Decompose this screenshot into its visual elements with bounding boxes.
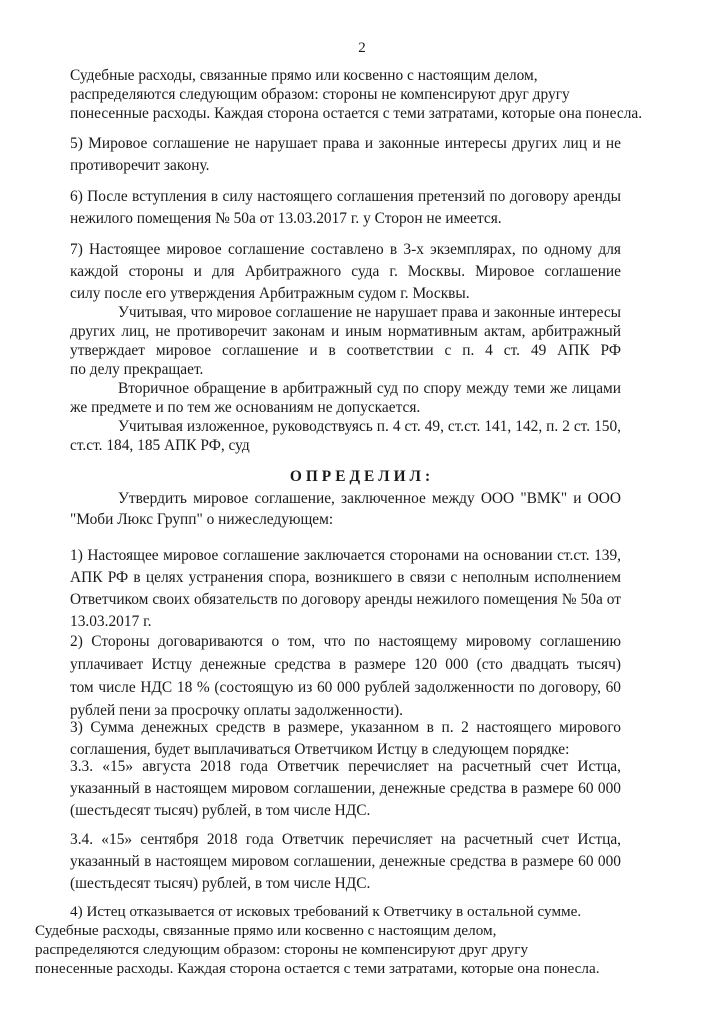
repeat-appeal-line: же предмете и по тем же основаниям не допускается. bbox=[70, 399, 421, 416]
considering-line: других лиц, не противоречит законам и иным нормативным актам, арбитражный bbox=[70, 323, 621, 340]
approve-line: "Моби Люкс Групп" о нижеследующем: bbox=[70, 511, 334, 528]
costs-line: понесенные расходы. Каждая сторона остается с теми затратами, которые она понесла. bbox=[70, 105, 643, 122]
approve-line: Утвердить мировое соглашение, заключенное между ООО "ВМК" и ООО bbox=[118, 490, 621, 507]
item-2-line: 2) Стороны договариваются о том, что по настоящему мировому соглашению bbox=[70, 633, 621, 650]
guided-line: Учитывая изложенное, руководствуясь п. 4 ст. 49, ст.ст. 141, 142, п. 2 ст. 150, bbox=[118, 418, 621, 435]
item-1-line: Ответчиком своих обязательств по договору аренды нежилого помещения № 50а от bbox=[70, 591, 621, 608]
item-3-4-line: (шестьдесят тысяч) рублей, в том числе НДС. bbox=[70, 875, 371, 892]
clause-5-line: 5) Мировое соглашение не нарушает права и законные интересы других лиц и не bbox=[70, 135, 621, 152]
repeat-appeal-line: Вторичное обращение в арбитражный суд по спору между теми же лицами bbox=[118, 380, 621, 397]
clause-6-line: нежилого помещения № 50а от 13.03.2017 г. у Сторон не имеется. bbox=[70, 210, 502, 227]
costs-bottom-line: распределяются следующим образом: стороны не компенсируют друг другу bbox=[35, 941, 529, 958]
page-number: 2 bbox=[358, 40, 366, 56]
item-1-line: АПК РФ в целях устранения спора, возникшего в связи с неполным исполнением bbox=[70, 569, 621, 586]
guided-line: ст.ст. 184, 185 АПК РФ, суд bbox=[70, 437, 250, 454]
item-3-3-line: указанный в настоящем мировом соглашении, денежные средства в размере 60 000 bbox=[70, 780, 621, 797]
item-3-4-line: 3.4. «15» сентября 2018 года Ответчик перечисляет на расчетный счет Истца, bbox=[70, 831, 621, 848]
item-1-line: 1) Настоящее мировое соглашение заключается сторонами на основании ст.ст. 139, bbox=[70, 547, 621, 564]
item-3-3-line: (шестьдесят тысяч) рублей, в том числе НДС. bbox=[70, 802, 371, 819]
clause-7-line: силу после его утверждения Арбитражным судом г. Москвы. bbox=[70, 285, 470, 302]
clause-7-line: каждой стороны и для Арбитражного суда г. Москвы. Мировое соглашение bbox=[70, 263, 621, 280]
item-2-line: уплачивает Истцу денежные средства в размере 120 000 (сто двадцать тысяч) bbox=[70, 656, 621, 673]
item-3-line: соглашения, будет выплачиваться Ответчиком Истцу в следующем порядке: bbox=[70, 741, 570, 758]
costs-line: распределяются следующим образом: стороны не компенсируют друг другу bbox=[70, 86, 570, 103]
costs-bottom-line: Судебные расходы, связанные прямо или косвенно с настоящим делом, bbox=[35, 922, 497, 939]
item-1-line: 13.03.2017 г. bbox=[70, 613, 152, 630]
costs-bottom-line: понесенные расходы. Каждая сторона остается с теми затратами, которые она понесла. bbox=[35, 960, 600, 977]
considering-line: по делу прекращает. bbox=[70, 361, 204, 378]
ruling-heading: ОПРЕДЕЛИЛ: bbox=[289, 468, 435, 485]
clause-6-line: 6) После вступления в силу настоящего соглашения претензий по договору аренды bbox=[70, 188, 621, 205]
item-2-line: рублей пени за просрочку оплаты задолженности). bbox=[70, 702, 404, 719]
item-3-3-line: 3.3. «15» августа 2018 года Ответчик перечисляет на расчетный счет Истца, bbox=[70, 758, 621, 775]
considering-line: Учитывая, что мировое соглашение не нарушает права и законные интересы bbox=[118, 304, 621, 321]
clause-5-line: противоречит закону. bbox=[70, 157, 210, 174]
item-2-line: том числе НДС 18 % (состоящую из 60 000 рублей задолженности по договору, 60 bbox=[70, 679, 621, 696]
item-3-line: 3) Сумма денежных средств в размере, указанном в п. 2 настоящего мирового bbox=[70, 719, 621, 736]
considering-line: утверждает мировое соглашение и в соответствии с п. 4 ст. 49 АПК РФ bbox=[70, 342, 621, 359]
clause-7-line: 7) Настоящее мировое соглашение составлено в 3-х экземплярах, по одному для bbox=[70, 241, 621, 258]
costs-line: Судебные расходы, связанные прямо или косвенно с настоящим делом, bbox=[70, 67, 538, 84]
item-3-4-line: указанный в настоящем мировом соглашении, денежные средства в размере 60 000 bbox=[70, 853, 621, 870]
item-4-line: 4) Истец отказывается от исковых требований к Ответчику в остальной сумме. bbox=[70, 903, 582, 920]
